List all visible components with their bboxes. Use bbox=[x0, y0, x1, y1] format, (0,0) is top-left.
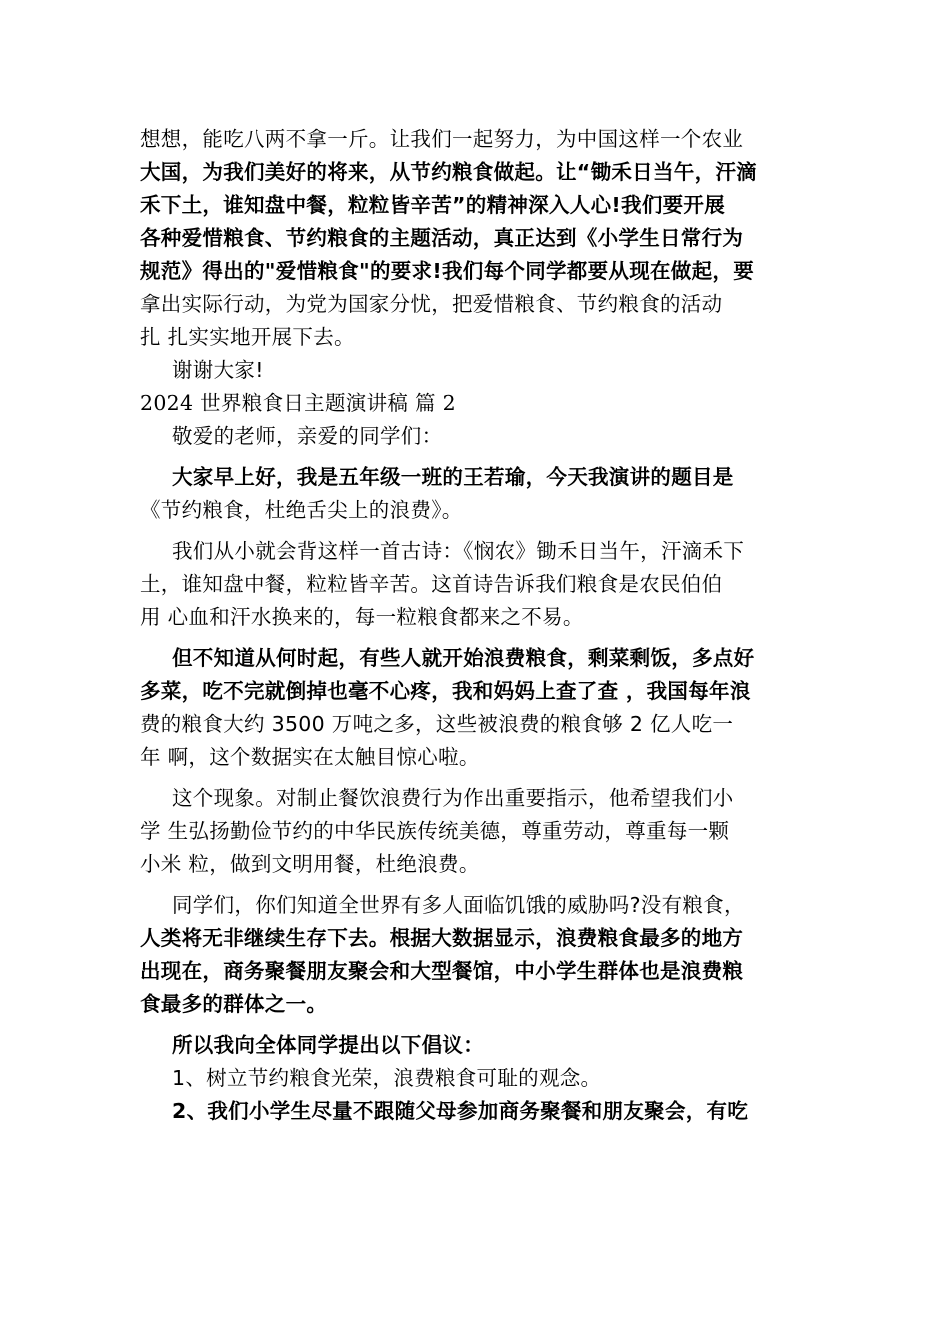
paragraph-poem bbox=[140, 535, 812, 634]
text-line: 所以我向全体同学提出以下倡议： bbox=[172, 1033, 484, 1057]
text-line: 出现在，商务聚餐朋友聚会和大型餐馆，中小学生群体也是浪费粮 bbox=[140, 959, 744, 983]
text-line: 多菜，吃不完就倒掉也毫不心疼，我和妈妈上查了查 ，我国每年浪 bbox=[140, 679, 751, 703]
text-line: 土，谁知盘中餐，粒粒皆辛苦。这首诗告诉我们粮食是农民伯伯 bbox=[140, 572, 723, 596]
text-line: 小米 粒，做到文明用餐，杜绝浪费。 bbox=[140, 852, 480, 876]
text-line: 但不知道从何时起，有些人就开始浪费粮食，剩菜剩饭，多点好 bbox=[172, 646, 755, 670]
list-item: 2、我们小学生尽量不跟随父母参加商务聚餐和朋友聚会，有吃 bbox=[172, 1099, 749, 1123]
text-line: 学 生弘扬勤俭节约的中华民族传统美德，尊重劳动，尊重每一颗 bbox=[140, 819, 730, 843]
text-line: 各种爱惜粮食、节约粮食的主题活动，真正达到《小学生日常行为 bbox=[140, 226, 744, 250]
text-line: 《节约粮食，杜绝舌尖上的浪费》。 bbox=[140, 498, 463, 522]
text-line: 拿出实际行动，为党为国家分忧，把爱惜粮食、节约粮食的活动 bbox=[140, 292, 723, 316]
text-line: 人类将无非继续生存下去。根据大数据显示，浪费粮食最多的地方 bbox=[140, 926, 744, 950]
text-line: 想想，能吃八两不拿一斤。让我们一起努力，为中国这样一个农业 bbox=[140, 127, 744, 151]
text-line: 规范》得出的"爱惜粮食"的要求!我们每个同学都要从现在做起，要 bbox=[140, 259, 755, 283]
paragraph-intro bbox=[140, 461, 812, 527]
text-line: 食最多的群体之一。 bbox=[140, 992, 328, 1016]
text-line: 扎 扎实实地开展下去。 bbox=[140, 325, 355, 349]
text-line: 大家早上好，我是五年级一班的王若瑜，今天我演讲的题目是 bbox=[172, 465, 734, 489]
text-line: 大国，为我们美好的将来，从节约粮食做起。让“锄禾日当午，汗滴 bbox=[140, 160, 757, 184]
text-line: 同学们，你们知道全世界有多人面临饥饿的威胁吗?没有粮食， bbox=[172, 893, 745, 917]
text-line: 费的粮食大约 3500 万吨之多，这些被浪费的粮食够 2 亿人吃一 bbox=[140, 712, 734, 736]
text-line: 年 啊，这个数据实在太触目惊心啦。 bbox=[140, 745, 480, 769]
text-line: 用 心血和汗水换来的，每一粒粮食都来之不易。 bbox=[140, 605, 584, 629]
section-heading: 2024 世界粮食日主题演讲稿 篇 2 bbox=[140, 391, 456, 415]
document-body bbox=[140, 123, 812, 1128]
text-line: 禾下土，谁知盘中餐，粒粒皆辛苦”的精神深入人心!我们要开展 bbox=[140, 193, 726, 217]
text-line: 这个现象。对制止餐饮浪费行为作出重要指示，他希望我们小 bbox=[172, 786, 734, 810]
salutation: 敬爱的老师，亲爱的同学们： bbox=[172, 424, 443, 448]
text-line: 我们从小就会背这样一首古诗：《悯农》锄禾日当午，汗滴禾下 bbox=[172, 539, 745, 563]
paragraph-hunger bbox=[140, 889, 812, 1021]
paragraph-waste bbox=[140, 642, 812, 774]
paragraph-proposal bbox=[140, 1029, 812, 1128]
paragraph-instruction bbox=[140, 782, 812, 881]
paragraph-closing bbox=[140, 123, 812, 354]
thanks-line: 谢谢大家! bbox=[172, 358, 264, 382]
list-item: 1、树立节约粮食光荣，浪费粮食可耻的观念。 bbox=[172, 1066, 602, 1090]
